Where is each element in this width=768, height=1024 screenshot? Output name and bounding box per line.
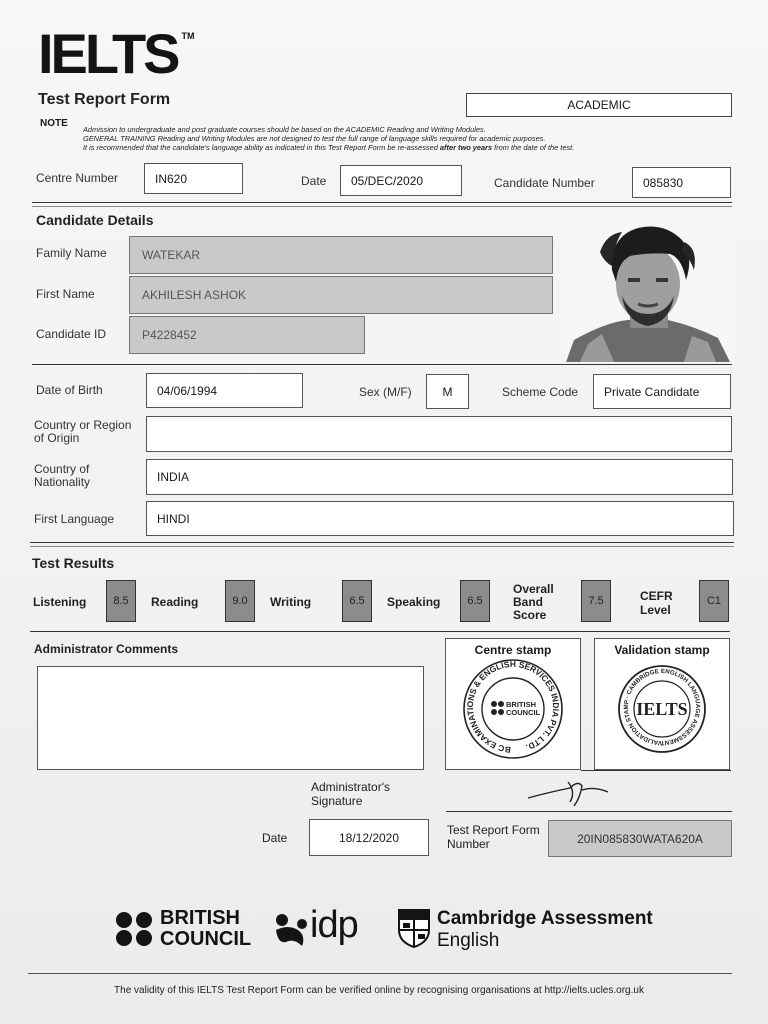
admin-comments-label: Administrator Comments	[34, 642, 179, 656]
nationality-label: Country of Nationality	[34, 462, 91, 489]
candidate-photo	[566, 222, 730, 362]
svg-text:IELTS: IELTS	[636, 699, 688, 719]
centre-number-label: Centre Number	[36, 171, 119, 185]
divider	[28, 973, 732, 974]
first-language-field: HINDI	[146, 501, 734, 536]
validation-stamp-box	[594, 638, 730, 770]
family-name-field: WATEKAR	[129, 236, 553, 274]
idp-icon	[272, 912, 312, 950]
first-name-field: AKHILESH ASHOK	[129, 276, 553, 314]
family-name-label: Family Name	[36, 246, 107, 260]
cambridge-logo: Cambridge Assessment English	[437, 908, 653, 951]
listening-score: 8.5	[106, 580, 136, 622]
ielts-logo: IELTS ™	[38, 22, 195, 85]
centre-stamp-box	[445, 638, 581, 770]
admin-signature-label: Administrator's Signature	[311, 780, 390, 808]
divider	[30, 631, 730, 632]
note-label: NOTE	[40, 118, 68, 129]
speaking-score: 6.5	[460, 580, 490, 622]
candidate-number-field: 085830	[632, 167, 731, 198]
divider	[32, 202, 732, 207]
nationality-field: INDIA	[146, 459, 733, 495]
admin-date-field: 18/12/2020	[309, 819, 429, 856]
divider	[32, 364, 732, 365]
test-date-field: 05/DEC/2020	[340, 165, 462, 196]
form-title: Test Report Form	[38, 91, 171, 108]
trf-number-field: 20IN085830WATA620A	[548, 820, 732, 857]
validation-stamp	[595, 657, 729, 761]
overall-band-score: 7.5	[581, 580, 611, 622]
trf-number-label: Test Report Form Number	[447, 823, 540, 851]
divider	[446, 811, 732, 812]
sex-field: M	[426, 374, 469, 409]
validation-stamp-label: Validation stamp	[614, 643, 710, 657]
admin-date-label: Date	[262, 831, 288, 845]
centre-stamp	[446, 657, 580, 761]
cefr-level-label: CEFR Level	[640, 589, 673, 617]
speaking-label: Speaking	[387, 595, 441, 609]
candidate-number-label: Candidate Number	[494, 176, 595, 190]
centre-number-field: IN620	[144, 163, 243, 194]
idp-logo: idp	[310, 904, 358, 946]
cambridge-crest-icon	[397, 908, 431, 948]
centre-stamp-label: Centre stamp	[474, 643, 552, 657]
reading-label: Reading	[151, 595, 199, 609]
listening-label: Listening	[33, 595, 87, 609]
origin-label: Country or Region of Origin	[34, 418, 132, 445]
overall-band-label: Overall Band Score	[513, 582, 554, 622]
cefr-level-value: C1	[699, 580, 729, 622]
scheme-code-field: Private Candidate	[593, 374, 731, 409]
writing-label: Writing	[270, 595, 312, 609]
origin-field	[146, 416, 732, 452]
admin-signature	[520, 772, 620, 812]
dob-field: 04/06/1994	[146, 373, 303, 408]
sex-label: Sex (M/F)	[359, 385, 412, 399]
british-council-logo: BRITISH COUNCIL	[160, 907, 252, 950]
first-name-label: First Name	[36, 287, 95, 301]
first-language-label: First Language	[34, 512, 115, 526]
candidate-id-field: P4228452	[129, 316, 365, 354]
test-results-title: Test Results	[32, 555, 115, 571]
svg-text:BC EXAMINATIONS & ENGLISH SERV: BC EXAMINATIONS & ENGLISH SERVICES INDIA PVT. LTD.	[464, 658, 562, 756]
svg-text:VALIDATION STAMP · CAMBRIDGE E: VALIDATION STAMP · CAMBRIDGE ENGLISH LANGUAGE ASSESSMENT	[623, 667, 702, 747]
note-text: Admission to undergraduate and post graduate courses should be based on the ACADEMIC Reading and Writing Modules. GENERAL TRAINING Reading and Writing Modules are not designed to test the full range of language skills required for academic purposes. It is recommended that the candidate's language ability as indicated in this Test Report Form be re-assessed after two years from the date of the test.	[83, 125, 575, 152]
divider	[30, 542, 734, 547]
candidate-details-title: Candidate Details	[36, 212, 154, 228]
scheme-code-label: Scheme Code	[502, 385, 579, 399]
british-council-icon	[114, 910, 158, 948]
validity-footer: The validity of this IELTS Test Report Form can be verified online by recognising organisations at http://ielts.ucles.org.uk	[114, 985, 644, 996]
dob-label: Date of Birth	[36, 383, 103, 397]
date-label: Date	[301, 174, 327, 188]
writing-score: 6.5	[342, 580, 372, 622]
candidate-id-label: Candidate ID	[36, 327, 107, 341]
module-field: ACADEMIC	[466, 93, 732, 117]
admin-comments-field	[37, 666, 424, 770]
svg-text:COUNCIL: COUNCIL	[506, 708, 541, 717]
svg-text:BRITISH: BRITISH	[506, 700, 536, 709]
reading-score: 9.0	[225, 580, 255, 622]
divider	[581, 770, 731, 771]
